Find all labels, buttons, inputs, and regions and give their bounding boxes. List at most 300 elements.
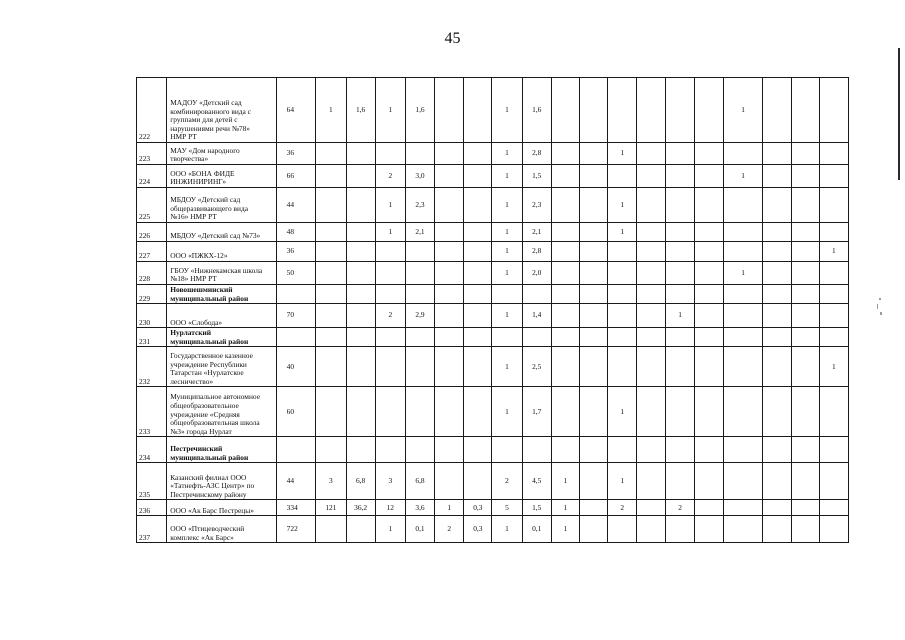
table-cell	[791, 328, 819, 347]
table-cell: 1	[492, 347, 522, 387]
table-cell	[579, 304, 607, 328]
table-cell	[666, 328, 694, 347]
row-number: 228	[137, 262, 167, 285]
table-cell	[551, 328, 579, 347]
table-cell	[522, 328, 551, 347]
table-cell: 1	[608, 463, 637, 500]
table-cell: 1	[492, 304, 522, 328]
table-cell: 64	[276, 78, 316, 143]
table-row	[137, 188, 849, 223]
table-cell	[666, 516, 694, 543]
table-cell: 1	[375, 78, 405, 143]
table-cell	[405, 143, 434, 165]
table-cell: 1,5	[522, 500, 551, 516]
table-cell: 36	[276, 143, 316, 165]
table-cell	[791, 223, 819, 242]
table-row	[137, 387, 849, 437]
table-cell	[637, 285, 666, 304]
table-cell	[276, 285, 316, 304]
table-cell	[579, 78, 607, 143]
table-cell: 1	[723, 165, 763, 188]
table-cell	[464, 437, 492, 463]
table-cell	[819, 223, 848, 242]
table-cell: 2	[666, 500, 694, 516]
district-heading: Пестречинский муниципальный район	[167, 437, 276, 463]
table-cell	[464, 285, 492, 304]
table-cell: 2,5	[522, 347, 551, 387]
table-cell	[694, 78, 723, 143]
row-number: 235	[137, 463, 167, 500]
table-cell	[435, 328, 464, 347]
table-cell	[637, 188, 666, 223]
table-cell: 1	[608, 223, 637, 242]
table-cell	[435, 347, 464, 387]
table-cell	[637, 516, 666, 543]
district-heading: Новошешминский муниципальный район	[167, 285, 276, 304]
table-cell	[316, 347, 346, 387]
table-cell: 3	[316, 463, 346, 500]
table-cell	[375, 143, 405, 165]
table-cell	[375, 285, 405, 304]
table-cell: 50	[276, 262, 316, 285]
table-cell	[464, 165, 492, 188]
table-cell	[637, 328, 666, 347]
organization-name: ООО «Птицеводческий комплекс «Ак Барс»	[167, 516, 276, 543]
table-cell	[316, 516, 346, 543]
row-number: 236	[137, 500, 167, 516]
table-cell	[608, 242, 637, 262]
table-cell	[819, 143, 848, 165]
table-cell: 48	[276, 223, 316, 242]
table-cell	[723, 500, 763, 516]
table-cell: 40	[276, 347, 316, 387]
table-row	[137, 437, 849, 463]
table-cell	[819, 304, 848, 328]
table-cell	[694, 285, 723, 304]
organization-name: Казанский филиал ООО «Татнефть-АЗС Центр» по Пестречинскому району	[167, 463, 276, 500]
table-cell	[763, 223, 791, 242]
table-cell	[464, 242, 492, 262]
table-cell	[608, 304, 637, 328]
table-cell	[723, 437, 763, 463]
scan-speck	[880, 312, 882, 315]
table-cell	[791, 242, 819, 262]
table-cell: 1	[666, 304, 694, 328]
table-cell	[763, 285, 791, 304]
table-cell	[694, 516, 723, 543]
table-cell: 1	[492, 262, 522, 285]
table-cell	[435, 223, 464, 242]
table-cell	[316, 304, 346, 328]
table-cell	[791, 387, 819, 437]
table-cell	[763, 242, 791, 262]
table-cell	[819, 188, 848, 223]
table-cell	[316, 242, 346, 262]
table-cell	[464, 304, 492, 328]
table-cell	[694, 223, 723, 242]
table-cell	[791, 165, 819, 188]
table-cell	[791, 262, 819, 285]
table-cell: 1	[723, 262, 763, 285]
table-cell	[405, 242, 434, 262]
table-cell	[637, 262, 666, 285]
organization-name: ООО «Слобода»	[167, 304, 276, 328]
table-cell	[464, 78, 492, 143]
table-cell	[346, 347, 375, 387]
table-cell: 5	[492, 500, 522, 516]
table-cell	[492, 285, 522, 304]
table-cell	[375, 242, 405, 262]
table-cell	[694, 347, 723, 387]
table-cell: 36,2	[346, 500, 375, 516]
table-cell	[723, 463, 763, 500]
table-cell	[791, 78, 819, 143]
table-cell: 2,8	[522, 143, 551, 165]
row-number: 232	[137, 347, 167, 387]
table-cell	[316, 285, 346, 304]
table-cell: 1	[435, 500, 464, 516]
table-cell	[405, 285, 434, 304]
table-cell	[723, 328, 763, 347]
table-cell	[694, 437, 723, 463]
district-heading: Нурлатский муниципальный район	[167, 328, 276, 347]
table-cell	[608, 437, 637, 463]
table-cell: 1	[492, 516, 522, 543]
table-cell: 1,6	[346, 78, 375, 143]
table-cell	[522, 437, 551, 463]
table-cell	[551, 78, 579, 143]
table-cell: 1	[819, 242, 848, 262]
table-row	[137, 347, 849, 387]
table-cell	[579, 188, 607, 223]
table-row	[137, 78, 849, 143]
table-cell	[346, 188, 375, 223]
table-cell	[405, 328, 434, 347]
table-cell	[637, 304, 666, 328]
table-cell: 70	[276, 304, 316, 328]
table-cell	[694, 165, 723, 188]
table-cell	[346, 223, 375, 242]
table-cell: 3,0	[405, 165, 434, 188]
table-cell: 44	[276, 188, 316, 223]
table-cell: 0,1	[405, 516, 434, 543]
table-cell	[694, 143, 723, 165]
table-cell	[316, 328, 346, 347]
table-cell	[579, 437, 607, 463]
table-cell	[819, 78, 848, 143]
table-cell	[694, 500, 723, 516]
organization-name: Муниципальное автономное общеобразовательное учреждение «Средняя общеобразовательная школа №3» города Нурлат	[167, 387, 276, 437]
table-cell	[579, 262, 607, 285]
table-cell	[694, 188, 723, 223]
table-cell	[637, 78, 666, 143]
table-cell	[464, 188, 492, 223]
scan-speck	[877, 304, 878, 309]
table-cell	[763, 328, 791, 347]
scan-edge-line	[898, 48, 900, 180]
row-number: 226	[137, 223, 167, 242]
table-cell	[579, 387, 607, 437]
table-cell	[316, 387, 346, 437]
table-cell: 60	[276, 387, 316, 437]
table-cell	[316, 437, 346, 463]
table-cell	[579, 285, 607, 304]
table-cell: 1	[492, 143, 522, 165]
table-cell	[579, 463, 607, 500]
table-cell	[579, 500, 607, 516]
table-cell: 1	[316, 78, 346, 143]
table-cell	[435, 437, 464, 463]
table-cell	[435, 143, 464, 165]
table-cell: 1	[492, 387, 522, 437]
organization-name: ООО «БОНА ФИДЕ ИНЖИНИРИНГ»	[167, 165, 276, 188]
table-cell	[666, 242, 694, 262]
table-cell: 1,6	[405, 78, 434, 143]
table-cell	[791, 437, 819, 463]
table-cell	[666, 188, 694, 223]
table-cell: 1	[608, 143, 637, 165]
table-cell: 1,5	[522, 165, 551, 188]
table-cell	[579, 242, 607, 262]
table-cell	[763, 347, 791, 387]
table-cell: 4,5	[522, 463, 551, 500]
data-table	[136, 77, 849, 543]
row-number: 230	[137, 304, 167, 328]
table-cell: 2,1	[522, 223, 551, 242]
table-cell	[551, 165, 579, 188]
table-row	[137, 500, 849, 516]
table-cell	[723, 304, 763, 328]
table-cell	[551, 285, 579, 304]
table-cell	[316, 223, 346, 242]
row-number: 227	[137, 242, 167, 262]
table-cell	[791, 143, 819, 165]
table-cell	[666, 463, 694, 500]
table-cell: 1	[608, 387, 637, 437]
table-cell	[763, 304, 791, 328]
table-cell	[763, 143, 791, 165]
table-cell	[637, 463, 666, 500]
table-cell	[435, 387, 464, 437]
table-cell	[791, 347, 819, 387]
table-cell	[346, 143, 375, 165]
table-cell: 1	[551, 463, 579, 500]
page-number: 45	[444, 30, 461, 47]
table-cell	[723, 387, 763, 437]
table-cell: 1	[608, 188, 637, 223]
table-cell: 1,4	[522, 304, 551, 328]
table-cell	[464, 328, 492, 347]
table-cell: 1	[492, 188, 522, 223]
row-number: 231	[137, 328, 167, 347]
table-row	[137, 328, 849, 347]
table-cell: 2	[375, 304, 405, 328]
table-cell: 1	[723, 78, 763, 143]
table-row	[137, 143, 849, 165]
table-cell	[666, 223, 694, 242]
table-cell: 1	[492, 242, 522, 262]
table-cell	[608, 516, 637, 543]
table-cell: 6,8	[405, 463, 434, 500]
table-cell	[819, 500, 848, 516]
table-cell	[763, 463, 791, 500]
table-row	[137, 285, 849, 304]
table-cell	[375, 437, 405, 463]
table-cell	[405, 437, 434, 463]
table-cell	[464, 262, 492, 285]
table-cell	[791, 188, 819, 223]
table-cell	[763, 437, 791, 463]
table-cell	[551, 223, 579, 242]
row-number: 225	[137, 188, 167, 223]
table-cell	[637, 387, 666, 437]
table-cell	[435, 463, 464, 500]
table-cell	[723, 285, 763, 304]
table-cell	[464, 347, 492, 387]
table-cell	[435, 165, 464, 188]
table-cell	[763, 78, 791, 143]
table-cell: 3	[375, 463, 405, 500]
table-cell	[723, 347, 763, 387]
table-cell	[579, 165, 607, 188]
table-cell	[637, 242, 666, 262]
table-cell: 2	[492, 463, 522, 500]
table-cell: 1	[551, 500, 579, 516]
table-cell	[405, 387, 434, 437]
table-cell	[608, 78, 637, 143]
table-cell	[791, 463, 819, 500]
table-cell	[694, 262, 723, 285]
table-cell	[763, 262, 791, 285]
table-cell	[694, 463, 723, 500]
table-cell: 2,9	[405, 304, 434, 328]
table-cell	[637, 347, 666, 387]
table-cell	[608, 262, 637, 285]
organization-name: МБДОУ «Детский сад общеразвивающего вида №16» НМР РТ	[167, 188, 276, 223]
table-cell	[464, 223, 492, 242]
table-cell: 1,7	[522, 387, 551, 437]
organization-name: ГБОУ «Нижнекамская школа №18» НМР РТ	[167, 262, 276, 285]
table-cell: 6,8	[346, 463, 375, 500]
table-cell	[551, 143, 579, 165]
table-cell	[405, 262, 434, 285]
table-cell	[608, 347, 637, 387]
table-cell: 2,3	[405, 188, 434, 223]
table-cell	[763, 516, 791, 543]
table-cell: 1	[551, 516, 579, 543]
table-cell	[316, 143, 346, 165]
table-cell	[346, 165, 375, 188]
row-number: 223	[137, 143, 167, 165]
table-cell	[723, 223, 763, 242]
table-cell	[316, 165, 346, 188]
table-cell	[723, 242, 763, 262]
row-number: 229	[137, 285, 167, 304]
row-number: 234	[137, 437, 167, 463]
row-number: 237	[137, 516, 167, 543]
table-cell: 3,6	[405, 500, 434, 516]
table-cell	[791, 500, 819, 516]
table-cell	[346, 387, 375, 437]
table-cell: 36	[276, 242, 316, 262]
table-cell	[551, 262, 579, 285]
table-cell	[791, 304, 819, 328]
table-cell	[316, 188, 346, 223]
table-cell: 2	[435, 516, 464, 543]
table-cell	[579, 143, 607, 165]
table-cell	[608, 165, 637, 188]
table-row	[137, 242, 849, 262]
table-cell	[435, 188, 464, 223]
table-cell: 1,6	[522, 78, 551, 143]
table-cell	[435, 285, 464, 304]
table-cell	[694, 304, 723, 328]
row-number: 224	[137, 165, 167, 188]
table-cell	[346, 437, 375, 463]
table-cell: 1	[492, 223, 522, 242]
table-cell	[551, 304, 579, 328]
table-cell	[579, 328, 607, 347]
table-cell	[819, 285, 848, 304]
table-cell	[723, 516, 763, 543]
table-cell	[551, 242, 579, 262]
table-cell	[375, 347, 405, 387]
table-cell	[819, 387, 848, 437]
table-row	[137, 223, 849, 242]
table-cell: 722	[276, 516, 316, 543]
table-cell	[763, 188, 791, 223]
table-row	[137, 516, 849, 543]
table-cell	[819, 437, 848, 463]
table-cell	[579, 347, 607, 387]
table-cell	[551, 188, 579, 223]
table-cell	[346, 242, 375, 262]
table-cell	[666, 347, 694, 387]
table-cell	[464, 387, 492, 437]
table-cell: 2,3	[522, 188, 551, 223]
table-cell	[435, 242, 464, 262]
table-cell	[637, 143, 666, 165]
table-cell	[666, 262, 694, 285]
table-cell	[316, 262, 346, 285]
organization-name: МАУ «Дом народного творчества»	[167, 143, 276, 165]
table-cell	[637, 223, 666, 242]
table-cell: 121	[316, 500, 346, 516]
table-cell	[666, 387, 694, 437]
table-cell	[666, 143, 694, 165]
table-cell	[435, 262, 464, 285]
row-number: 222	[137, 78, 167, 143]
table-cell	[346, 285, 375, 304]
table-cell	[346, 262, 375, 285]
table-cell: 12	[375, 500, 405, 516]
table-cell	[405, 347, 434, 387]
table-cell	[346, 304, 375, 328]
table-cell	[375, 262, 405, 285]
table-cell: 1	[492, 78, 522, 143]
table-cell	[666, 165, 694, 188]
table-cell: 0,3	[464, 516, 492, 543]
table-cell: 1	[492, 165, 522, 188]
table-cell	[608, 328, 637, 347]
table-cell	[492, 328, 522, 347]
table-cell: 1	[375, 516, 405, 543]
organization-name: МАДОУ «Детский сад комбинированного вида с группами для детей с нарушениями речи №78» НМР РТ	[167, 78, 276, 143]
table-cell	[551, 437, 579, 463]
table-cell	[819, 516, 848, 543]
table-cell	[608, 285, 637, 304]
table-cell	[763, 500, 791, 516]
